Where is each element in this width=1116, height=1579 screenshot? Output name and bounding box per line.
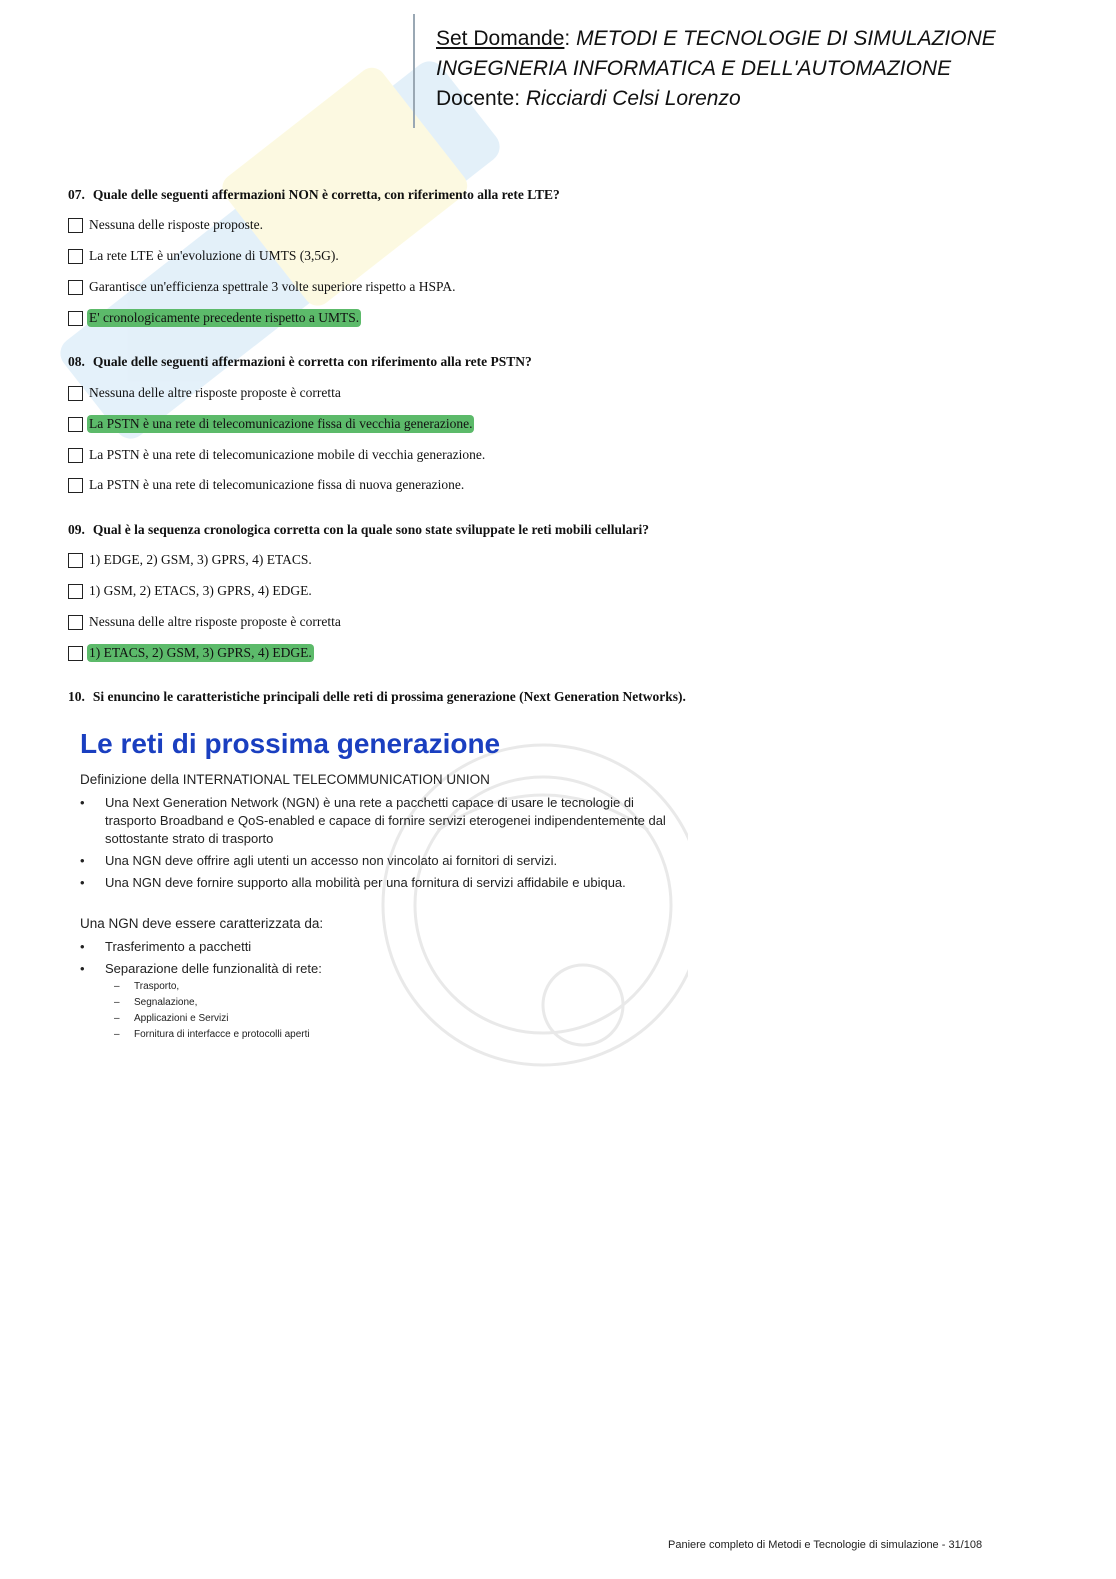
slide-subitem bbox=[114, 981, 179, 992]
dash-marker: – bbox=[114, 1029, 120, 1040]
answer-option-correct[interactable] bbox=[68, 644, 314, 662]
slide-bullet bbox=[80, 794, 680, 848]
answer-text: 1) EDGE, 2) GSM, 3) GPRS, 4) ETACS. bbox=[89, 552, 312, 567]
slide-bullet bbox=[80, 874, 680, 892]
bullet-marker: • bbox=[80, 795, 85, 810]
answer-checkbox[interactable] bbox=[68, 478, 83, 493]
answer-option[interactable] bbox=[68, 216, 265, 234]
bullet-marker: • bbox=[80, 875, 85, 890]
page-footer: Paniere completo di Metodi e Tecnologie di simulazione - 31/108 bbox=[668, 1539, 983, 1551]
answer-checkbox[interactable] bbox=[68, 417, 83, 432]
slide-subitem bbox=[114, 997, 197, 1008]
question-text: Qual è la sequenza cronologica corretta con la quale sono state sviluppate le reti mobili cellulari? bbox=[92, 522, 649, 537]
header-line-teacher: Docente: Ricciardi Celsi Lorenzo bbox=[436, 87, 741, 110]
dash-marker: – bbox=[114, 1013, 120, 1024]
answer-option[interactable] bbox=[68, 476, 466, 494]
answer-text-highlighted: E' cronologicamente precedente rispetto a UMTS. bbox=[89, 310, 360, 325]
slide-bullet bbox=[80, 852, 680, 870]
course-title: METODI E TECNOLOGIE DI SIMULAZIONE bbox=[576, 27, 996, 50]
slide-characteristic bbox=[80, 938, 680, 956]
answer-option[interactable] bbox=[68, 446, 487, 464]
question-text: Quale delle seguenti affermazioni è corretta con riferimento alla rete PSTN? bbox=[92, 354, 532, 369]
question-number: 10. bbox=[68, 689, 85, 704]
bullet-text: Una NGN deve fornire supporto alla mobilità per una fornitura di servizi affidabile e ubiqua. bbox=[105, 875, 626, 890]
question-10 bbox=[68, 689, 686, 705]
answer-option[interactable] bbox=[68, 613, 343, 631]
answer-option[interactable] bbox=[68, 582, 314, 600]
bullet-marker: • bbox=[80, 961, 85, 976]
question-text: Si enuncino le caratteristiche principali delle reti di prossima generazione (Next Generation Networks). bbox=[92, 689, 686, 704]
teacher-name: Ricciardi Celsi Lorenzo bbox=[525, 87, 741, 110]
answer-checkbox[interactable] bbox=[68, 386, 83, 401]
answer-text: Garantisce un'efficienza spettrale 3 volte superiore rispetto a HSPA. bbox=[89, 279, 456, 294]
answer-text: 1) GSM, 2) ETACS, 3) GPRS, 4) EDGE. bbox=[89, 583, 312, 598]
answer-option[interactable] bbox=[68, 278, 457, 296]
university-seal-icon bbox=[378, 740, 688, 1070]
answer-checkbox[interactable] bbox=[68, 280, 83, 295]
question-08 bbox=[68, 354, 532, 370]
slide-title: Le reti di prossima generazione bbox=[80, 728, 501, 759]
question-text: Quale delle seguenti affermazioni NON è corretta, con riferimento alla rete LTE? bbox=[92, 187, 560, 202]
answer-text: La rete LTE è un'evoluzione di UMTS (3,5G). bbox=[89, 248, 339, 263]
dash-marker: – bbox=[114, 981, 120, 992]
answer-option-correct[interactable] bbox=[68, 415, 474, 433]
answer-checkbox[interactable] bbox=[68, 553, 83, 568]
question-number: 07. bbox=[68, 187, 85, 202]
answer-checkbox[interactable] bbox=[68, 584, 83, 599]
answer-option[interactable] bbox=[68, 247, 341, 265]
answer-option[interactable] bbox=[68, 384, 343, 402]
answer-text-highlighted: 1) ETACS, 2) GSM, 3) GPRS, 4) EDGE. bbox=[89, 645, 312, 660]
answer-text: Nessuna delle altre risposte proposte è corretta bbox=[89, 385, 341, 400]
document-header bbox=[436, 24, 996, 114]
subitem-text: Fornitura di interfacce e protocolli aperti bbox=[134, 1029, 310, 1040]
answer-option[interactable] bbox=[68, 551, 314, 569]
degree-name: INGEGNERIA INFORMATICA E DELL'AUTOMAZIONE bbox=[436, 57, 952, 80]
characteristic-text: Separazione delle funzionalità di rete: bbox=[105, 961, 322, 976]
characteristic-text: Trasferimento a pacchetti bbox=[105, 939, 252, 954]
answer-text: Nessuna delle altre risposte proposte è corretta bbox=[89, 614, 341, 629]
question-07 bbox=[68, 187, 560, 203]
answer-checkbox[interactable] bbox=[68, 615, 83, 630]
answer-text: La PSTN è una rete di telecomunicazione mobile di vecchia generazione. bbox=[89, 447, 486, 462]
slide-characterized-intro: Una NGN deve essere caratterizzata da: bbox=[80, 916, 324, 931]
question-number: 09. bbox=[68, 522, 85, 537]
answer-text: Nessuna delle risposte proposte. bbox=[89, 217, 263, 232]
question-09 bbox=[68, 522, 649, 538]
slide-definition: Definizione della INTERNATIONAL TELECOMMUNICATION UNION bbox=[80, 772, 490, 787]
bullet-text: Una NGN deve offrire agli utenti un accesso non vincolato ai fornitori di servizi. bbox=[105, 853, 558, 868]
answer-slide-image bbox=[78, 722, 688, 1074]
dash-marker: – bbox=[114, 997, 120, 1008]
answer-text-highlighted: La PSTN è una rete di telecomunicazione fissa di vecchia generazione. bbox=[89, 416, 473, 431]
answer-text: La PSTN è una rete di telecomunicazione fissa di nuova generazione. bbox=[89, 477, 465, 492]
answer-checkbox[interactable] bbox=[68, 218, 83, 233]
answer-checkbox[interactable] bbox=[68, 249, 83, 264]
teacher-label: Docente bbox=[436, 87, 515, 110]
slide-subitem bbox=[114, 1013, 229, 1024]
header-divider bbox=[413, 14, 415, 128]
subitem-text: Segnalazione, bbox=[134, 997, 198, 1008]
subitem-text: Trasporto, bbox=[134, 981, 180, 992]
subitem-text: Applicazioni e Servizi bbox=[134, 1013, 229, 1024]
answer-option-correct[interactable] bbox=[68, 309, 361, 327]
slide-characteristic bbox=[80, 960, 680, 978]
question-number: 08. bbox=[68, 354, 85, 369]
header-line-degree bbox=[436, 54, 996, 84]
set-label: Set Domande bbox=[436, 27, 565, 50]
bullet-marker: • bbox=[80, 939, 85, 954]
slide-subitem bbox=[114, 1029, 310, 1040]
bullet-text: Una Next Generation Network (NGN) è una rete a pacchetti capace di usare le tecnologie di trasporto Broadband e QoS-enabled e capace di fornire servizi eterogenei indipendentemente dal sottostante strato di trasporto bbox=[105, 795, 666, 846]
header-line-course: Set Domande: METODI E TECNOLOGIE DI SIMULAZIONE bbox=[436, 27, 996, 50]
answer-checkbox[interactable] bbox=[68, 311, 83, 326]
answer-checkbox[interactable] bbox=[68, 646, 83, 661]
answer-checkbox[interactable] bbox=[68, 448, 83, 463]
bullet-marker: • bbox=[80, 853, 85, 868]
